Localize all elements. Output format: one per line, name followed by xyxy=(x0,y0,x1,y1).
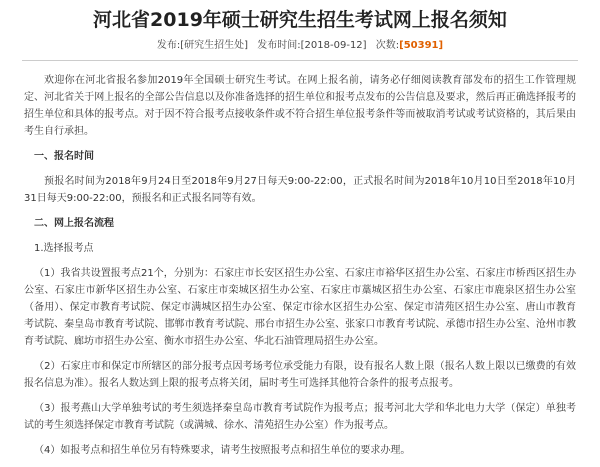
section-heading-registration-process: 二、网上报名流程 xyxy=(34,218,114,229)
list-item: （4）如报考点和招生单位另有特殊要求，请考生按照报考点和招生单位的要求办理。 xyxy=(34,445,411,456)
publish-time-label: 发布时间: xyxy=(257,40,301,51)
list-item: （3）报考燕山大学单独考试的考生须选择秦皇岛市教育考试院作为报考点；报考河北大学和华北电力大学（保定）单独考试的考生须选择保定市教育考试院（或满城、徐水、清苑招生办公室）作为报考点。 xyxy=(24,403,576,431)
article-meta xyxy=(0,39,600,53)
intro-paragraph: 欢迎你在河北省报名参加2019年全国硕士研究生考试。在网上报名前，请务必仔细阅读教育部发布的招生工作管理规定、河北省关于网上报名的全部公告信息以及你准备选择的招生单位和报考点发布的公告信息及要求，然后再正确选择报考的招生单位和具体的报考点。对于因不符合报考点接收条件或不符合招生单位报考条件等而被取消考试或考试资格的，其后果由考生自行承担。 xyxy=(24,75,576,137)
registration-time-paragraph: 预报名时间为2018年9月24日至2018年9月27日每天9:00-22:00，正式报名时间为2018年10月10日至2018年10月31日每天9:00-22:00，预报名和正式报名同等有效。 xyxy=(24,176,576,204)
publisher-label: 发布: xyxy=(156,40,181,51)
view-count-label: 次数: xyxy=(375,40,400,51)
section-heading-registration-time: 一、报名时间 xyxy=(34,151,94,162)
publish-time-value: [2018-09-12] xyxy=(300,40,367,51)
list-item: （1）我省共设置报考点21个，分别为：石家庄市长安区招生办公室、石家庄市裕华区招生办公室、石家庄市桥西区招生办公室、石家庄市新华区招生办公室、石家庄市栾城区招生办公室、石家庄市藁城区招生办公室、石家庄市鹿泉区招生办公室（备用）、保定市教育考试院、保定市满城区招生办公室、保定市徐水区招生办公室、保定市清苑区招生办公室、唐山市教育考试院、秦皇岛市教育考试院、邯郸市教育考试院、邢台市招生办公室、张家口市教育考试院、承德市招生办公室、沧州市教育考试院、廊坊市招生办公室、衡水市招生办公室、华北石油管理局招生办公室。 xyxy=(24,268,576,347)
divider xyxy=(22,60,578,61)
list-item: （2）石家庄市和保定市所辖区的部分报考点因考场考位承受能力有限，设有报名人数上限（报名人数上限以已缴费的有效报名信息为准）。报名人数达到上限的报考点将关闭，届时考生可选择其他符合条件的报考点报考。 xyxy=(24,361,576,389)
view-count-value: [50391] xyxy=(399,40,444,51)
subheading-choose-exam-site: 1.选择报考点 xyxy=(34,243,94,254)
page-title: 河北省2019年硕士研究生招生考试网上报名须知 xyxy=(93,9,507,31)
publisher-value: [研究生招生处] xyxy=(180,40,249,51)
article-body xyxy=(24,72,576,467)
